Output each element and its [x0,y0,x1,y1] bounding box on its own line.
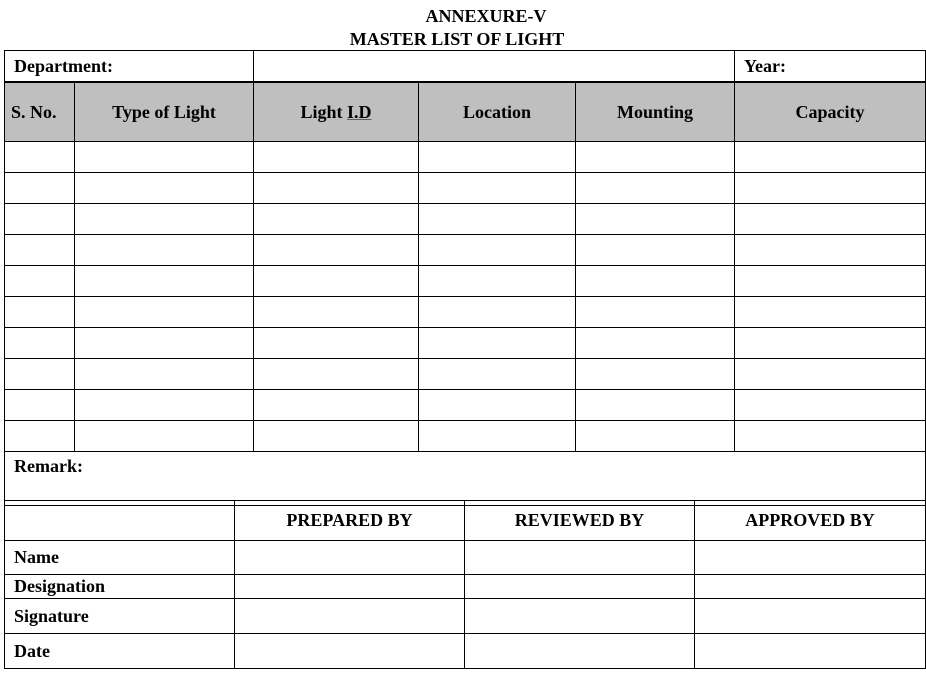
signoff-corner-cell [5,501,235,541]
cell[interactable] [735,204,926,235]
cell[interactable] [735,142,926,173]
header-mounting: Mounting [576,82,735,142]
remark-label: Remark: [14,456,83,476]
signoff-header-row [5,501,926,541]
cell[interactable] [419,328,576,359]
cell[interactable] [735,173,926,204]
cell[interactable] [735,297,926,328]
approved-signature-field[interactable] [695,599,926,634]
remark-row [5,452,926,506]
cell[interactable] [735,390,926,421]
prepared-date-field[interactable] [235,634,465,669]
prepared-designation-field[interactable] [235,575,465,599]
header-location: Location [419,82,576,142]
signoff-designation-row [5,575,926,599]
cell[interactable] [576,421,735,452]
cell[interactable] [5,390,75,421]
cell[interactable] [576,359,735,390]
cell[interactable] [419,297,576,328]
cell[interactable] [75,266,254,297]
cell[interactable] [576,266,735,297]
cell[interactable] [254,266,419,297]
cell[interactable] [75,390,254,421]
signoff-signature-row [5,599,926,634]
table-row [5,235,926,266]
cell[interactable] [254,390,419,421]
cell[interactable] [419,204,576,235]
cell[interactable] [75,359,254,390]
cell[interactable] [576,390,735,421]
header-sno: S. No. [5,82,75,142]
cell[interactable] [75,421,254,452]
cell[interactable] [254,204,419,235]
cell[interactable] [735,359,926,390]
cell[interactable] [254,142,419,173]
cell[interactable] [576,204,735,235]
header-type-of-light: Type of Light [75,82,254,142]
cell[interactable] [5,266,75,297]
cell[interactable] [419,266,576,297]
cell[interactable] [75,173,254,204]
approved-name-field[interactable] [695,541,926,575]
cell[interactable] [75,142,254,173]
table-row [5,297,926,328]
signoff-table [4,500,926,669]
date-label: Date [5,634,235,669]
cell[interactable] [419,390,576,421]
table-row [5,328,926,359]
reviewed-signature-field[interactable] [465,599,695,634]
table-row [5,266,926,297]
prepared-by-header: PREPARED BY [235,501,465,541]
cell[interactable] [419,359,576,390]
cell[interactable] [576,235,735,266]
cell[interactable] [735,421,926,452]
header-light-id-prefix: Light [300,101,347,122]
cell[interactable] [5,204,75,235]
cell[interactable] [419,142,576,173]
approved-date-field[interactable] [695,634,926,669]
reviewed-designation-field[interactable] [465,575,695,599]
approved-designation-field[interactable] [695,575,926,599]
cell[interactable] [75,297,254,328]
table-row [5,421,926,452]
cell[interactable] [5,142,75,173]
table-header-row [5,82,926,142]
department-label: Department: [5,51,254,83]
cell[interactable] [254,421,419,452]
cell[interactable] [254,297,419,328]
cell[interactable] [5,173,75,204]
reviewed-by-header: REVIEWED BY [465,501,695,541]
cell[interactable] [75,204,254,235]
cell[interactable] [576,328,735,359]
cell[interactable] [419,173,576,204]
table-row [5,390,926,421]
year-label[interactable]: Year: [735,51,926,83]
reviewed-name-field[interactable] [465,541,695,575]
cell[interactable] [5,421,75,452]
approved-by-header: APPROVED BY [695,501,926,541]
cell[interactable] [5,359,75,390]
signature-label: Signature [5,599,235,634]
cell[interactable] [75,235,254,266]
cell[interactable] [75,328,254,359]
table-row [5,359,926,390]
cell[interactable] [254,235,419,266]
cell[interactable] [5,328,75,359]
signoff-name-row [5,541,926,575]
designation-label: Designation [5,575,235,599]
cell[interactable] [254,173,419,204]
cell[interactable] [735,266,926,297]
cell[interactable] [576,297,735,328]
header-light-id [254,82,419,142]
prepared-signature-field[interactable] [235,599,465,634]
cell[interactable] [735,328,926,359]
name-label: Name [5,541,235,575]
reviewed-date-field[interactable] [465,634,695,669]
cell[interactable] [5,235,75,266]
prepared-name-field[interactable] [235,541,465,575]
remark-field[interactable] [5,452,926,506]
cell[interactable] [254,328,419,359]
department-row [5,51,926,83]
cell[interactable] [735,235,926,266]
cell[interactable] [254,359,419,390]
cell[interactable] [5,297,75,328]
table-row [5,142,926,173]
cell[interactable] [576,142,735,173]
cell[interactable] [419,235,576,266]
department-field[interactable] [254,51,735,83]
cell[interactable] [419,421,576,452]
header-capacity: Capacity [735,82,926,142]
header-light-id-suffix: I.D [347,101,372,122]
table-row [5,173,926,204]
annexure-heading: ANNEXURE-V [425,6,547,26]
cell[interactable] [576,173,735,204]
master-list-table [4,50,926,506]
table-row [5,204,926,235]
page-title: MASTER LIST OF LIGHT [349,29,565,49]
signoff-date-row [5,634,926,669]
